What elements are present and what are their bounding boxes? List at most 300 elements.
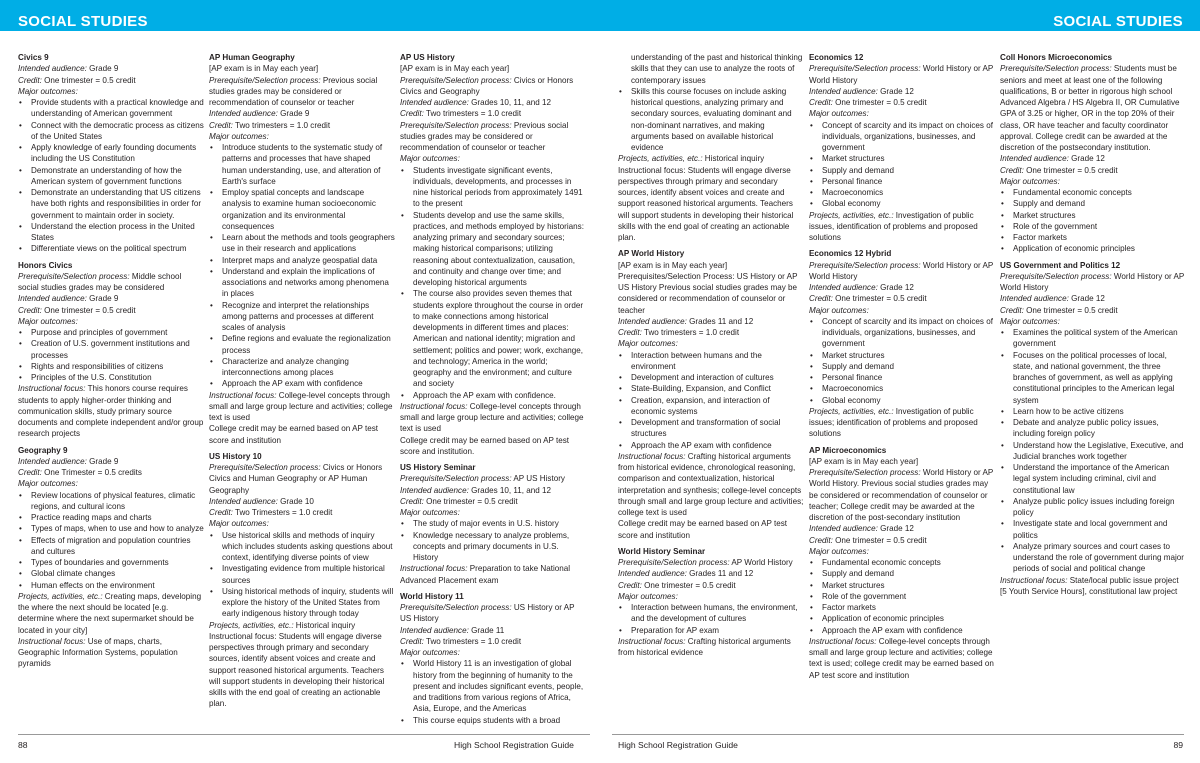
field-value: Historical inquiry xyxy=(702,154,765,164)
field-label: Intended audience: xyxy=(18,294,87,304)
outcome-bullet: • Analyze primary sources and court cases to understand the role of government during major periods of social and political change xyxy=(1000,541,1186,575)
field-label: Intended audience: xyxy=(209,109,278,119)
outcome-bullet: • Supply and demand xyxy=(809,568,995,579)
course-field xyxy=(809,86,995,97)
course-title: Economics 12 Hybrid xyxy=(809,249,892,259)
field-value: Investigation of public issues, identification of problems and proposed solutions xyxy=(809,210,978,242)
column-3 xyxy=(400,52,586,726)
course-title: US History 10 xyxy=(209,451,262,461)
field-label: Instructional focus: xyxy=(18,384,86,394)
course-field xyxy=(18,316,204,327)
outcome-bullet: • Macroeconomics xyxy=(809,187,995,198)
page-number-left: 88 xyxy=(18,740,28,750)
outcome-bullet: • Creation of U.S. government institutions and processes xyxy=(18,338,204,361)
outcome-bullet: • This course equips students with a broad xyxy=(400,715,586,726)
outcome-bullet: • Supply and demand xyxy=(809,165,995,176)
outcome-bullet: • Characterize and analyze changing interconnections among places xyxy=(209,356,395,379)
outcome-bullet: • Investigating evidence from multiple historical sources xyxy=(209,563,395,586)
field-label: Credit: xyxy=(400,109,424,119)
field-value: Creating maps, developing the where the next should be located [e.g. determine where the next supermarket should be located in your city] xyxy=(18,591,202,635)
outcome-bullet: • Global economy xyxy=(809,198,995,209)
field-label: Prerequisite/Selection process: xyxy=(809,64,921,74)
outcome-bullet: • Interpret maps and analyze geospatial data xyxy=(209,255,395,266)
outcome-bullet: • Factor markets xyxy=(809,602,995,613)
course-field xyxy=(809,108,995,119)
outcome-bullet: • Human effects on the environment xyxy=(18,580,204,591)
course-field xyxy=(209,518,395,529)
field-label: Instructional focus: xyxy=(209,390,277,400)
course-field xyxy=(809,97,995,108)
field-label: Instructional focus: xyxy=(18,636,86,646)
outcome-bullet: • Personal finance xyxy=(809,176,995,187)
field-value: Grade 9 xyxy=(86,294,119,304)
field-label: Credit: xyxy=(400,636,424,646)
outcome-bullet: • Skills this course focuses on include asking historical questions, analyzing primary and secondary sources, evaluating dominant and non-dominant narratives, and making arguments based on available historical evidence xyxy=(618,86,804,154)
field-label: Prerequisite/Selection process: xyxy=(209,463,321,472)
course-field xyxy=(209,496,395,507)
field-label: Credit: xyxy=(1000,305,1024,315)
course-field xyxy=(400,636,586,647)
field-label: Projects, activities, etc.: xyxy=(618,154,703,164)
field-label: Major outcomes: xyxy=(809,109,869,119)
outcome-bullet: • Macroeconomics xyxy=(809,383,995,394)
field-value: One trimester = 0.5 credit xyxy=(423,496,518,506)
section-title-right: SOCIAL STUDIES xyxy=(1053,13,1183,30)
course-title: Honors Civics xyxy=(18,260,73,270)
field-value: Grades 10, 11, and 12 xyxy=(468,485,552,495)
outcome-bullet: • Understand the importance of the American legal system including criminal, civil and constitutional law xyxy=(1000,462,1186,496)
field-value: Investigation of public issues; identification of problems and proposed solutions xyxy=(809,406,978,439)
course-field xyxy=(18,591,204,636)
field-label: Major outcomes: xyxy=(809,305,869,315)
field-value: Two trimesters = 1.0 credit xyxy=(232,120,331,130)
field-label: Prerequisite/Selection process: xyxy=(400,120,512,130)
field-value: AP World History xyxy=(729,558,793,567)
outcome-bullet: understanding of the past and historical thinking skills that they can use to analyze the roots of contemporary issues xyxy=(631,53,803,85)
outcome-bullet: • Examines the political system of the American government xyxy=(1000,327,1186,350)
outcome-bullet: • World History 11 is an investigation of global history from the beginning of humanity to the present and includes significant events, people, and traditions from various regions of Africa, Asia, Europe, and the Americas xyxy=(400,658,586,714)
outcome-bullet: • Concept of scarcity and its impact on choices of individuals, organizations, businesses, and government xyxy=(809,120,995,154)
field-label: Instructional focus: xyxy=(400,564,468,574)
course-title: Economics 12 xyxy=(809,53,864,62)
section-title-left: SOCIAL STUDIES xyxy=(18,13,148,30)
outcome-bullet: • Approach the AP exam with confidence xyxy=(809,625,995,636)
field-value: Grade 12 xyxy=(1068,154,1105,164)
field-label: Major outcomes: xyxy=(1000,316,1060,326)
field-value: One trimester = 0.5 credit xyxy=(41,305,136,315)
outcome-bullet: • Preparation for AP exam xyxy=(618,625,804,636)
field-value: Grade 12 xyxy=(877,524,914,534)
field-label: Major outcomes: xyxy=(400,508,460,517)
outcome-bullet: • Connect with the democratic process as citizens of the United States xyxy=(18,120,204,143)
footer-rule-left xyxy=(18,734,590,735)
outcome-bullet: • Analyze public policy issues including foreign policy xyxy=(1000,496,1186,519)
outcome-bullet: • Investigate state and local government and politics xyxy=(1000,518,1186,541)
course-text: Prerequisites/Selection Process: US History or AP US History Previous social studies grades may be considered or recommendation of counselor or teacher xyxy=(618,271,798,315)
field-label: Intended audience: xyxy=(809,86,878,96)
outcome-bullet: • Employ spatial concepts and landscape analysis to examine human socioeconomic organization and its environmental consequences xyxy=(209,187,395,232)
course-field xyxy=(1000,165,1186,176)
field-value: Grade 9 xyxy=(86,456,119,466)
field-label: Projects, activities, etc.: xyxy=(18,591,103,601)
course-field xyxy=(209,120,395,131)
outcome-bullet: • The study of major events in U.S. history xyxy=(400,518,586,529)
outcome-bullet: • Development and transformation of social structures xyxy=(618,417,804,440)
outcome-bullet: • Approach the AP exam with confidence xyxy=(618,440,804,451)
course-field xyxy=(18,456,204,467)
field-value: Grade 9 xyxy=(86,64,119,74)
course-field xyxy=(400,473,586,484)
field-label: Major outcomes: xyxy=(618,339,678,349)
course-field xyxy=(809,210,995,244)
field-value: Two trimesters = 1.0 credit xyxy=(641,328,740,337)
course-field xyxy=(400,563,586,586)
field-label: Major outcomes: xyxy=(400,154,460,164)
outcome-bullet: • Understand how the Legislative, Executive, and Judicial branches work together xyxy=(1000,440,1186,463)
course-field xyxy=(1000,176,1186,187)
outcome-bullet: • Global economy xyxy=(809,395,995,406)
outcome-bullet: • Market structures xyxy=(809,153,995,164)
course-field xyxy=(618,568,804,579)
field-value: Two Trimesters = 1.0 credit xyxy=(232,508,333,517)
outcome-bullet: • Students develop and use the same skills, practices, and methods employed by historians: analyzing primary and secondary sources; making historical comparisons; utilizing reasoning about contextualization, causation, and continuity and change over time; and developing historical arguments xyxy=(400,210,586,289)
field-value: One trimester = 0.5 credit xyxy=(1023,165,1118,175)
field-label: Credit: xyxy=(209,120,233,130)
page-number-right: 89 xyxy=(1173,740,1183,750)
outcome-bullet: • Differentiate views on the political spectrum xyxy=(18,243,204,254)
course-field xyxy=(1000,153,1186,164)
course-field xyxy=(809,260,995,283)
footer-rule-right xyxy=(612,734,1184,735)
field-value: Two trimesters = 1.0 credit xyxy=(423,636,522,646)
field-value: College-level concepts through small and large group lecture and activities; college text is used; college credit may be earned based on AP test score and institution xyxy=(809,636,994,680)
outcome-bullet: • Demonstrate an understanding of how the American system of government functions xyxy=(18,165,204,188)
outcome-bullet: • Concept of scarcity and its impact on choices of individuals, organizations, businesses, and government xyxy=(809,316,995,350)
field-label: Intended audience: xyxy=(400,485,469,495)
outcome-bullet: • Recognize and interpret the relationships among patterns and processes at different scales of analysis xyxy=(209,300,395,334)
course-field xyxy=(1000,305,1186,316)
guide-title-left: High School Registration Guide xyxy=(454,740,574,750)
course-field xyxy=(400,602,586,625)
field-label: Major outcomes: xyxy=(618,591,678,601)
course-title: Coll Honors Microeconomics xyxy=(1000,53,1112,62)
course-field xyxy=(18,383,204,439)
course-field xyxy=(209,131,395,142)
outcome-bullet: • Application of economic principles xyxy=(1000,243,1186,254)
course-title: AP World History xyxy=(618,249,685,259)
outcome-bullet: • Debate and analyze public policy issues, including foreign policy xyxy=(1000,417,1186,440)
field-value: Middle school social studies grades may be considered xyxy=(18,271,182,292)
course-field xyxy=(809,636,995,681)
field-label: Credit: xyxy=(18,75,42,85)
field-value: World History or AP World History. Previous social studies grades may be considered or recommendation of counselor or teacher; College credit may be awarded at the discretion of the post-secondary institution xyxy=(809,468,994,522)
outcome-bullet: • Types of boundaries and governments xyxy=(18,557,204,568)
field-value: State/local public issue project [5 Youth Service Hours], constitutional law project xyxy=(1000,575,1179,596)
field-value: Students must be seniors and meet at least one of the following qualifications, B or better in rigorous high school Advanced Algebra / HS Algebra II, OR Cumulative GPA of 3.25 or higher, OR in the top 20% of their class, OR have teacher and faculty coordinator approval. College credit can be awarded at the discretion of the postsecondary institution. xyxy=(1000,64,1180,152)
outcome-bullet: • Using historical methods of inquiry, students will explore the history of the United States from early indigenous history through today xyxy=(209,586,395,620)
outcome-bullet: • The course also provides seven themes that students explore throughout the course in order to make connections among historical developments in different times and places: American and national identity; migration and settlement; politics and power; work, exchange, and technology; America in the world; geography and the environment; and culture and society xyxy=(400,288,586,389)
outcome-bullet: • Interaction between humans, the environment, and the development of cultures xyxy=(618,602,804,625)
outcome-bullet: • Demonstrate an understanding that US citizens have both rights and responsibilities in order for government to maintain order in society. xyxy=(18,187,204,221)
field-value: College-level concepts through small and large group lecture and activities; college text is used xyxy=(209,390,393,422)
course-text: Instructional focus: Students will engage diverse perspectives through primary and secondary sources, identify absent voices and create and support reasoned historical arguments. Teachers will support students in developing their historical skills with the end goal of creating an actionable plan. xyxy=(209,631,385,709)
field-label: Major outcomes: xyxy=(809,546,869,556)
course-field xyxy=(1000,271,1186,294)
outcome-bullet: • Focuses on the political processes of local, state, and national government, the three branches of government, as well as applying constitutional principles to the American legal system xyxy=(1000,350,1186,406)
course-field xyxy=(618,338,804,349)
field-value: Preparation to take National Advanced Placement exam xyxy=(400,564,571,585)
field-label: Instructional focus: xyxy=(400,401,468,411)
field-label: Projects, activities, etc.: xyxy=(209,620,294,630)
course-field xyxy=(400,401,586,435)
field-label: Prerequisite/Selection process: xyxy=(618,558,730,567)
field-label: Intended audience: xyxy=(400,625,469,635)
outcome-bullet: • Approach the AP exam with confidence. xyxy=(400,390,586,401)
course-field xyxy=(400,75,586,98)
field-value: One trimester = 0.5 credit xyxy=(832,294,927,304)
field-label: Intended audience: xyxy=(618,569,687,579)
field-label: Intended audience: xyxy=(618,316,687,326)
course-field xyxy=(18,63,204,74)
course-field xyxy=(18,75,204,86)
course-title: US History Seminar xyxy=(400,463,476,472)
field-label: Major outcomes: xyxy=(18,316,78,326)
outcome-bullet: • Principles of the U.S. Constitution xyxy=(18,372,204,383)
outcome-bullet: • Purpose and principles of government xyxy=(18,327,204,338)
course-field xyxy=(1000,63,1186,153)
course-field xyxy=(618,153,804,164)
outcome-bullet: • Fundamental economic concepts xyxy=(1000,187,1186,198)
course-text: [AP exam is in May each year] xyxy=(809,456,919,466)
field-label: Credit: xyxy=(18,305,42,315)
field-value: Grade 10 xyxy=(277,496,314,506)
outcome-bullet: • Understand and explain the implications of associations and networks among phenomena in places xyxy=(209,266,395,300)
course-field xyxy=(618,316,804,327)
field-label: Instructional focus: xyxy=(1000,575,1068,585)
course-text: [AP exam is in May each year] xyxy=(400,64,510,74)
outcome-bullet: • Rights and responsibilities of citizens xyxy=(18,361,204,372)
outcome-bullet: • Use historical skills and methods of inquiry which includes students asking questions about context, identifying diverse points of view xyxy=(209,530,395,564)
field-value: Civics or Honors Civics and Human Geography or AP Human Geography xyxy=(209,463,383,495)
course-text: College credit may be earned based on AP test score and institution xyxy=(209,424,379,445)
field-value: World History or AP World History xyxy=(809,260,994,281)
course-field xyxy=(209,108,395,119)
course-title: Civics 9 xyxy=(18,53,49,62)
field-value: Grade 12 xyxy=(877,86,914,96)
course-field xyxy=(18,86,204,97)
field-label: Prerequisite/Selection process: xyxy=(400,75,512,85)
field-value: One trimester = 0.5 credit xyxy=(832,535,927,545)
field-label: Credit: xyxy=(809,535,833,545)
course-field xyxy=(18,293,204,304)
field-label: Prerequisite/Selection process: xyxy=(18,271,130,281)
field-label: Credit: xyxy=(618,580,642,590)
course-field xyxy=(618,451,804,519)
course-field xyxy=(809,467,995,523)
field-label: Major outcomes: xyxy=(400,648,460,657)
field-label: Prerequisite/Selection process: xyxy=(400,474,512,484)
outcome-bullet: • Approach the AP exam with confidence xyxy=(209,378,395,389)
field-value: Civics or Honors Civics and Geography xyxy=(400,75,574,96)
field-label: Prerequisite/Selection process: xyxy=(809,468,921,477)
course-field xyxy=(618,557,804,568)
field-label: Instructional focus: xyxy=(618,451,686,461)
course-text: College credit may be earned based on AP test score and institution. xyxy=(400,435,570,456)
course-field xyxy=(618,636,804,659)
course-field xyxy=(1000,575,1186,598)
field-value: One trimester = 0.5 credit xyxy=(1023,305,1118,315)
outcome-bullet: • Global climate changes xyxy=(18,568,204,579)
field-label: Credit: xyxy=(809,98,833,107)
field-value: One trimester = 0.5 credit xyxy=(41,75,136,85)
field-value: Grades 11 and 12 xyxy=(686,569,754,579)
column-2 xyxy=(209,52,395,710)
course-title: Geography 9 xyxy=(18,445,68,455)
field-label: Projects, activities, etc.: xyxy=(809,210,894,220)
course-field xyxy=(18,478,204,489)
course-field xyxy=(400,507,586,518)
field-value: One trimester = 0.5 credit xyxy=(832,98,927,107)
field-value: Previous social studies grades may be considered or recommendation of counselor or teacher xyxy=(209,75,378,107)
field-label: Prerequisite/Selection process: xyxy=(1000,64,1112,74)
field-label: Intended audience: xyxy=(1000,294,1069,304)
field-label: Prerequisite/Selection process: xyxy=(1000,271,1112,281)
course-field xyxy=(209,75,395,109)
course-field xyxy=(400,647,586,658)
field-label: Prerequisite/Selection process: xyxy=(809,260,921,270)
outcome-bullet: • State-Building, Expansion, and Conflict xyxy=(618,383,804,394)
field-label: Intended audience: xyxy=(18,64,87,74)
field-label: Projects, activities, etc.: xyxy=(809,406,894,416)
field-value: Grades 11 and 12 xyxy=(686,316,754,326)
course-field xyxy=(618,327,804,338)
field-label: Credit: xyxy=(1000,165,1024,175)
field-label: Instructional focus: xyxy=(809,636,877,646)
course-field xyxy=(809,406,995,440)
outcome-bullet: • Creation, expansion, and interaction of economic systems xyxy=(618,395,804,418)
column-6 xyxy=(1000,52,1186,597)
outcome-bullet: • Market structures xyxy=(809,350,995,361)
outcome-bullet: • Role of the government xyxy=(1000,221,1186,232)
course-field xyxy=(400,153,586,164)
field-label: Intended audience: xyxy=(1000,154,1069,164)
field-value: One trimester = 0.5 credit xyxy=(641,580,736,590)
field-label: Major outcomes: xyxy=(209,519,269,529)
field-label: Intended audience: xyxy=(18,456,87,466)
outcome-bullet: • Learn how to be active citizens xyxy=(1000,406,1186,417)
outcome-bullet: • Learn about the methods and tools geographers use in their research and applications xyxy=(209,232,395,255)
field-label: Major outcomes: xyxy=(1000,176,1060,186)
field-label: Credit: xyxy=(18,468,42,477)
field-label: Major outcomes: xyxy=(18,479,78,489)
column-1 xyxy=(18,52,204,670)
course-title: AP Microeconomics xyxy=(809,445,887,455)
course-field xyxy=(18,305,204,316)
section-banner xyxy=(0,0,1200,31)
outcome-bullet: • Supply and demand xyxy=(809,361,995,372)
field-label: Major outcomes: xyxy=(209,131,269,141)
outcome-bullet: • Factor markets xyxy=(1000,232,1186,243)
course-title: AP US History xyxy=(400,53,455,62)
field-value: College-level concepts through small and large group lecture and activities; college text is used xyxy=(400,401,584,434)
field-label: Prerequisite/Selection process: xyxy=(400,603,512,612)
field-label: Credit: xyxy=(618,328,642,337)
outcome-bullet: • Review locations of physical features, climatic regions, and cultural icons xyxy=(18,490,204,513)
outcome-bullet: • Provide students with a practical knowledge and understanding of American government xyxy=(18,97,204,120)
course-field xyxy=(18,271,204,294)
outcome-bullet: • Practice reading maps and charts xyxy=(18,512,204,523)
field-value: Grade 12 xyxy=(877,283,914,292)
field-value: Grades 10, 11, and 12 xyxy=(468,98,552,107)
course-field xyxy=(400,485,586,496)
course-field xyxy=(209,620,395,631)
outcome-bullet: • Application of economic principles xyxy=(809,613,995,624)
field-label: Credit: xyxy=(400,496,424,506)
course-field xyxy=(1000,293,1186,304)
outcome-bullet: • Supply and demand xyxy=(1000,198,1186,209)
outcome-bullet: • Market structures xyxy=(1000,210,1186,221)
field-value: Previous social studies grades may be considered or recommendation of counselor or teacher xyxy=(400,120,569,152)
field-label: Instructional focus: xyxy=(618,636,686,646)
outcome-bullet: • Students investigate significant events, individuals, developments, and processes in nine historical periods from approximately 1491 to the present xyxy=(400,165,586,210)
course-title: US Government and Politics 12 xyxy=(1000,260,1121,270)
field-value: Grade 12 xyxy=(1068,294,1105,304)
outcome-bullet: • Understand the election process in the United States xyxy=(18,221,204,244)
outcome-bullet: • Effects of migration and population countries and cultures xyxy=(18,535,204,558)
course-field xyxy=(809,293,995,304)
field-value: Grade 11 xyxy=(468,625,505,635)
course-field xyxy=(209,390,395,424)
course-field xyxy=(618,591,804,602)
outcome-bullet: • Personal finance xyxy=(809,372,995,383)
course-field xyxy=(400,108,586,119)
column-4 xyxy=(618,52,804,658)
course-field xyxy=(809,523,995,534)
field-label: Intended audience: xyxy=(209,496,278,506)
course-field xyxy=(400,120,586,154)
field-value: Use of maps, charts, Geographic Information Systems, population pyramids xyxy=(18,636,178,669)
field-label: Intended audience: xyxy=(400,98,469,107)
course-field xyxy=(400,97,586,108)
course-field xyxy=(400,496,586,507)
course-field xyxy=(618,580,804,591)
outcome-bullet: • Role of the government xyxy=(809,591,995,602)
field-label: Intended audience: xyxy=(809,283,878,292)
course-field xyxy=(18,467,204,478)
field-value: Crafting historical arguments from historical evidence, chronological reasoning, comparison and contextualization, historical interpretation and synthesis; college-level concepts through small and large group lecture and activities; college text is used xyxy=(618,451,804,517)
course-field xyxy=(809,535,995,546)
field-value: Historical inquiry xyxy=(293,620,356,630)
outcome-bullet: • Development and interaction of cultures xyxy=(618,372,804,383)
field-value: World History or AP World History xyxy=(809,64,994,85)
course-field xyxy=(209,462,395,496)
field-value: AP US History xyxy=(511,474,565,484)
field-label: Major outcomes: xyxy=(18,86,78,96)
course-field xyxy=(809,282,995,293)
field-label: Credit: xyxy=(209,508,233,517)
outcome-bullet: • Types of maps, when to use and how to analyze xyxy=(18,523,204,534)
course-text: Instructional focus: Students will engage diverse perspectives through primary and secondary sources, identify absent voices and create and support reasoned historical arguments. Teachers will support students in developing their historical skills with the end goal of creating an actionable plan. xyxy=(618,165,794,242)
field-value: Grade 9 xyxy=(277,109,310,119)
field-label: Intended audience: xyxy=(809,524,878,534)
course-field xyxy=(18,636,204,670)
course-title: World History Seminar xyxy=(618,546,706,556)
field-value: World History or AP World History xyxy=(1000,271,1185,292)
field-value: This honors course requires students to apply higher-order thinking and communication skills, study primary source documents and complete independent and/or group research projects xyxy=(18,384,204,439)
course-title: World History 11 xyxy=(400,591,464,601)
field-value: US History or AP US History xyxy=(400,603,575,624)
field-value: One Trimester = 0.5 credits xyxy=(41,468,142,477)
